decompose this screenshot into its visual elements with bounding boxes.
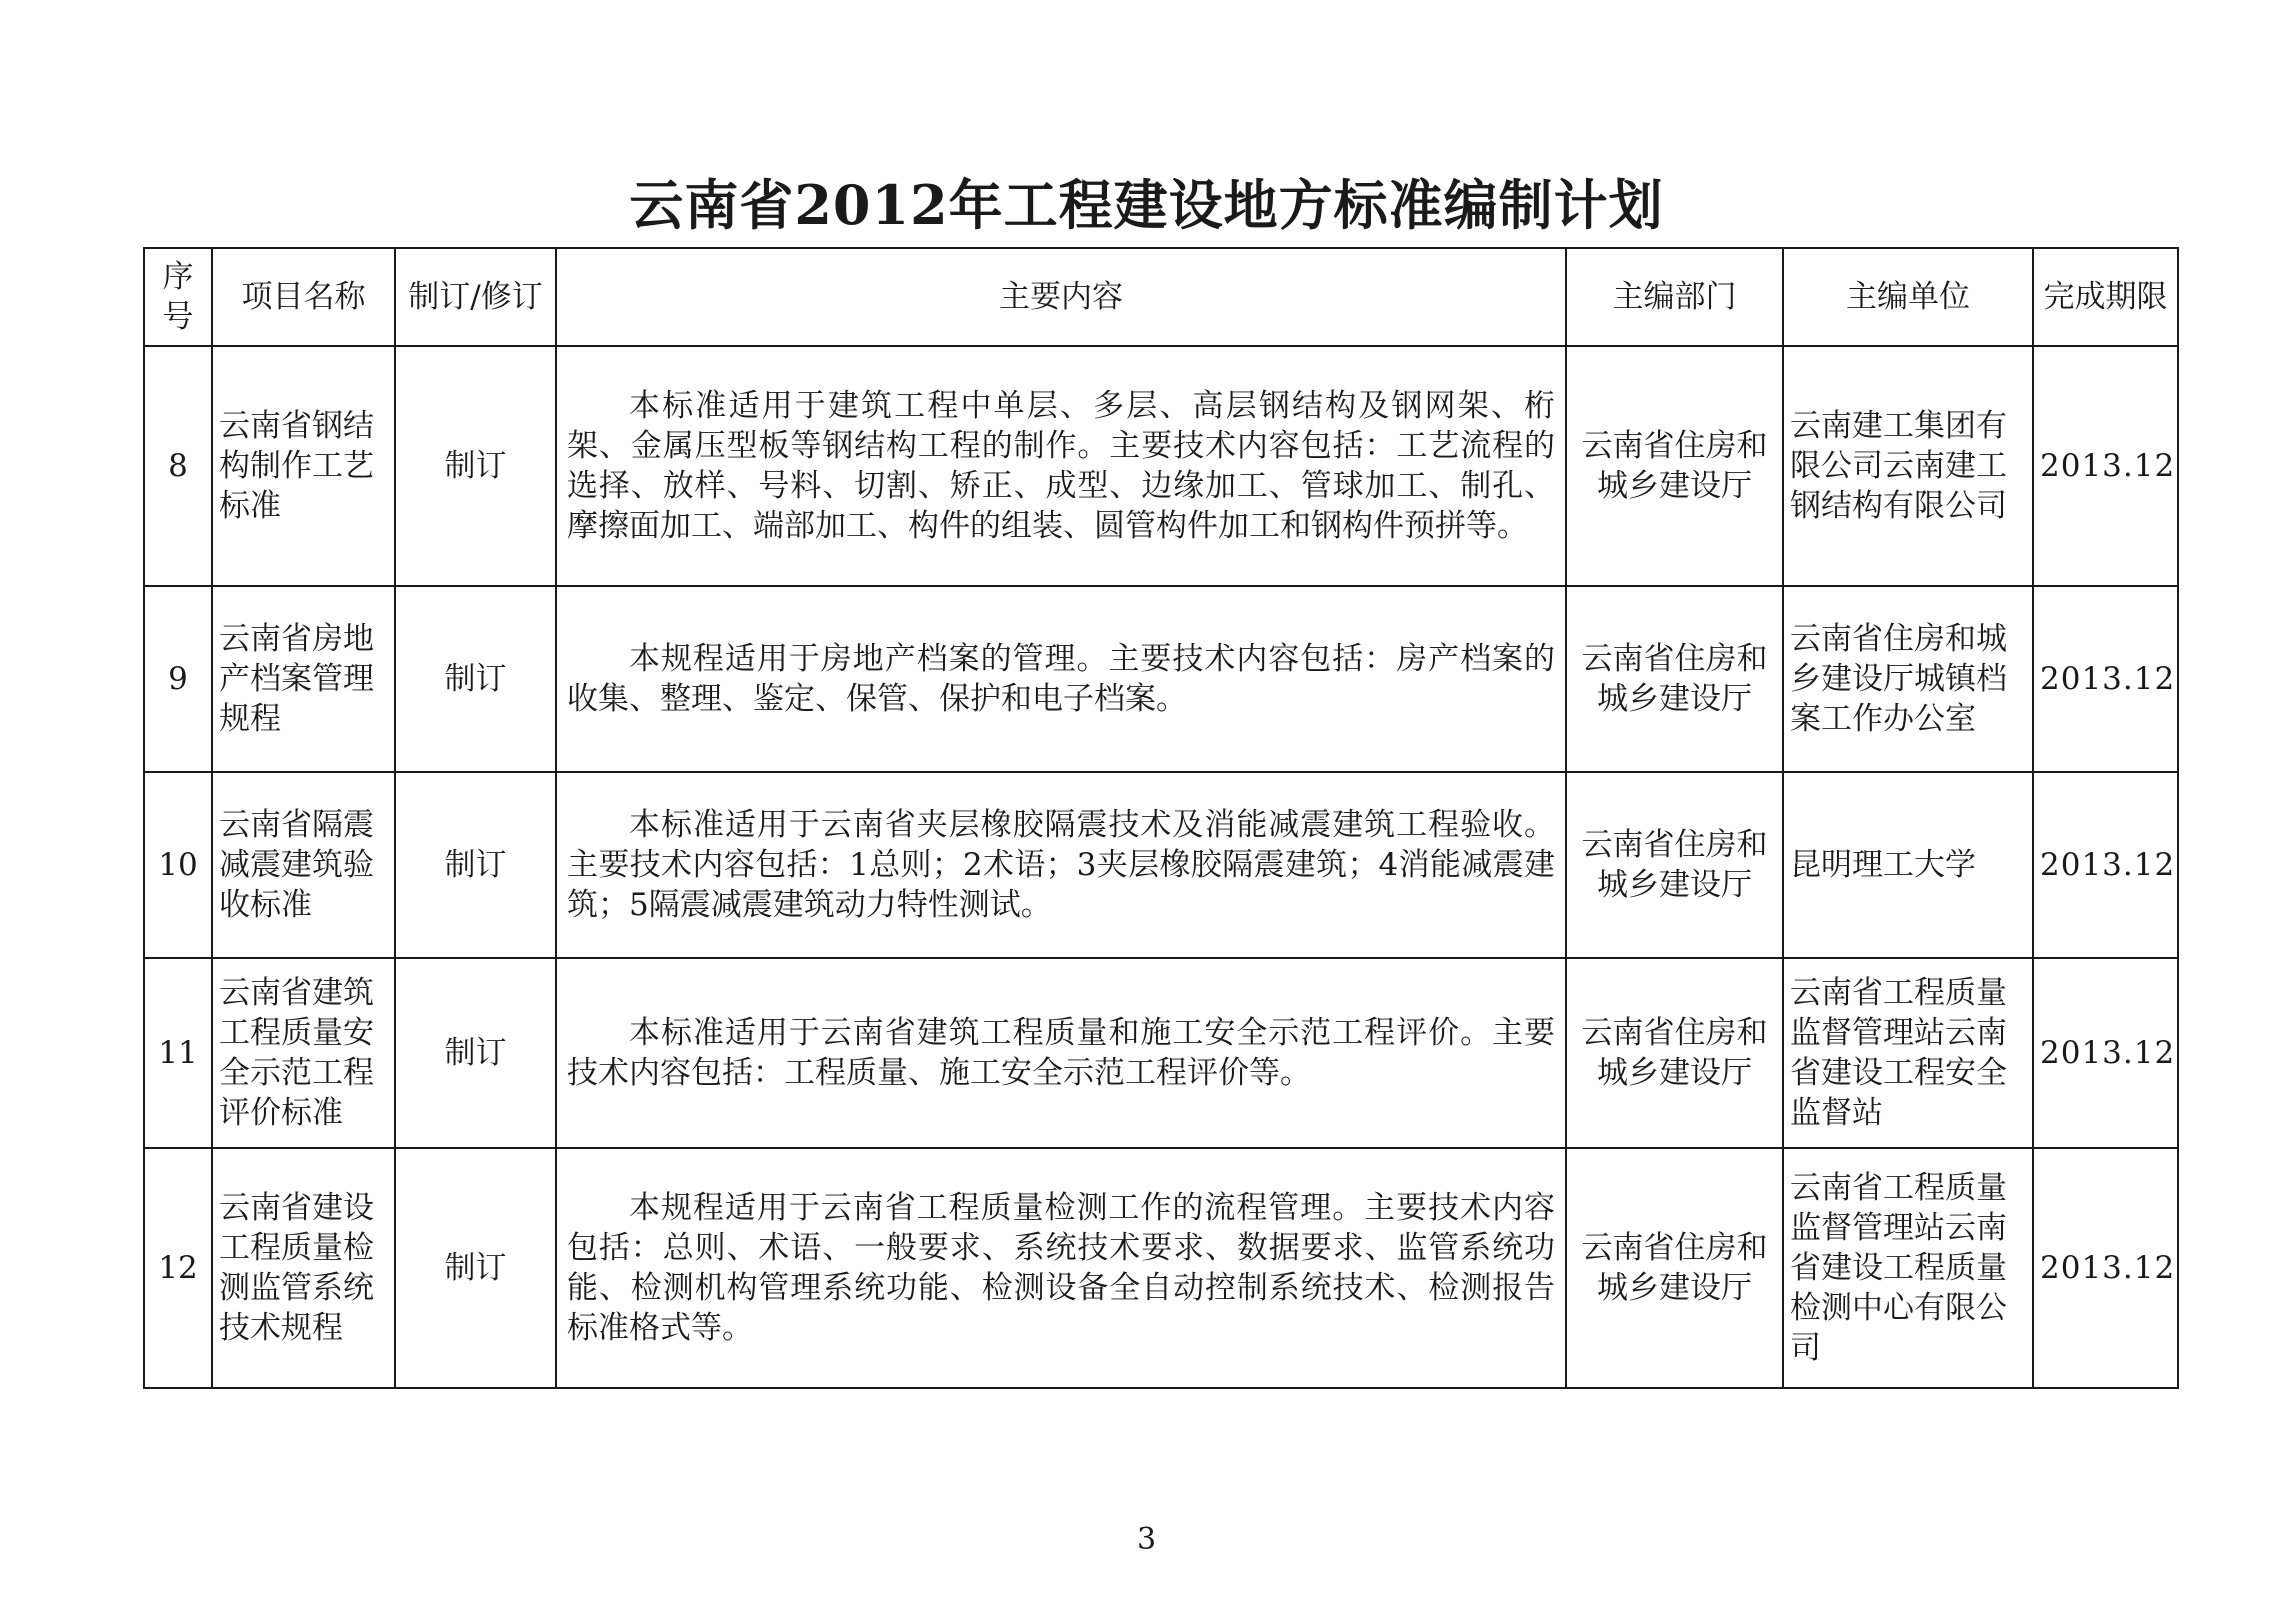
header-unit: 主编单位 xyxy=(1783,248,2033,346)
row-content-cell xyxy=(556,958,1566,1148)
row-content: 本规程适用于云南省工程质量检测工作的流程管理。主要技术内容包括：总则、术语、一般要求、系统技术要求、数据要求、监管系统功能、检测机构管理系统功能、检测设备全自动控制系统技术、检测报告标准格式等。 xyxy=(567,1190,1555,1346)
header-row xyxy=(144,248,2178,346)
row-project-name: 云南省建筑工程质量安全示范工程评价标准 xyxy=(212,958,395,1148)
row-unit: 云南省住房和城乡建设厅城镇档案工作办公室 xyxy=(1783,586,2033,772)
row-deadline: 2013.12 xyxy=(2033,772,2178,958)
row-unit: 云南省工程质量监督管理站云南省建设工程安全监督站 xyxy=(1783,958,2033,1148)
row-index: 11 xyxy=(144,958,212,1148)
row-index: 9 xyxy=(144,586,212,772)
row-content: 本标准适用于云南省建筑工程质量和施工安全示范工程评价。主要技术内容包括：工程质量、施工安全示范工程评价等。 xyxy=(567,1015,1555,1091)
table-row xyxy=(144,346,2178,586)
row-type: 制订 xyxy=(395,958,556,1148)
row-type: 制订 xyxy=(395,1148,556,1388)
table-row xyxy=(144,958,2178,1148)
row-index: 10 xyxy=(144,772,212,958)
row-department: 云南省住房和城乡建设厅 xyxy=(1566,586,1783,772)
row-deadline: 2013.12 xyxy=(2033,1148,2178,1388)
page-number: 3 xyxy=(1136,1522,1157,1557)
row-index: 8 xyxy=(144,346,212,586)
header-department: 主编部门 xyxy=(1566,248,1783,346)
row-project-name: 云南省隔震减震建筑验收标准 xyxy=(212,772,395,958)
row-project-name: 云南省建设工程质量检测监管系统技术规程 xyxy=(212,1148,395,1388)
row-unit: 昆明理工大学 xyxy=(1783,772,2033,958)
row-deadline: 2013.12 xyxy=(2033,958,2178,1148)
row-department: 云南省住房和城乡建设厅 xyxy=(1566,958,1783,1148)
row-deadline: 2013.12 xyxy=(2033,586,2178,772)
row-content: 本标准适用于云南省夹层橡胶隔震技术及消能减震建筑工程验收。主要技术内容包括：1总则；2术语；3夹层橡胶隔震建筑；4消能减震建筑；5隔震减震建筑动力特性测试。 xyxy=(567,807,1555,923)
row-content: 本标准适用于建筑工程中单层、多层、高层钢结构及钢网架、桁架、金属压型板等钢结构工程的制作。主要技术内容包括：工艺流程的选择、放样、号料、切割、矫正、成型、边缘加工、管球加工、制孔、摩擦面加工、端部加工、构件的组装、圆管构件加工和钢构件预拼等。 xyxy=(567,388,1555,544)
header-deadline: 完成期限 xyxy=(2033,248,2178,346)
table-row xyxy=(144,586,2178,772)
table-row xyxy=(144,1148,2178,1388)
table-row xyxy=(144,772,2178,958)
row-content: 本规程适用于房地产档案的管理。主要技术内容包括：房产档案的收集、整理、鉴定、保管、保护和电子档案。 xyxy=(567,641,1555,717)
row-unit: 云南建工集团有限公司云南建工钢结构有限公司 xyxy=(1783,346,2033,586)
row-department: 云南省住房和城乡建设厅 xyxy=(1566,346,1783,586)
row-type: 制订 xyxy=(395,346,556,586)
header-type: 制订/修订 xyxy=(395,248,556,346)
row-index: 12 xyxy=(144,1148,212,1388)
row-type: 制订 xyxy=(395,586,556,772)
row-project-name: 云南省钢结构制作工艺标准 xyxy=(212,346,395,586)
row-content-cell xyxy=(556,1148,1566,1388)
standards-plan-table xyxy=(143,247,2179,1389)
row-project-name: 云南省房地产档案管理规程 xyxy=(212,586,395,772)
header-content: 主要内容 xyxy=(556,248,1566,346)
row-deadline: 2013.12 xyxy=(2033,346,2178,586)
row-unit: 云南省工程质量监督管理站云南省建设工程质量检测中心有限公司 xyxy=(1783,1148,2033,1388)
header-index: 序号 xyxy=(144,248,212,346)
row-department: 云南省住房和城乡建设厅 xyxy=(1566,772,1783,958)
row-type: 制订 xyxy=(395,772,556,958)
row-department: 云南省住房和城乡建设厅 xyxy=(1566,1148,1783,1388)
header-name: 项目名称 xyxy=(212,248,395,346)
row-content-cell xyxy=(556,586,1566,772)
row-content-cell xyxy=(556,772,1566,958)
row-content-cell xyxy=(556,346,1566,586)
page-title: 云南省2012年工程建设地方标准编制计划 xyxy=(629,173,1664,237)
